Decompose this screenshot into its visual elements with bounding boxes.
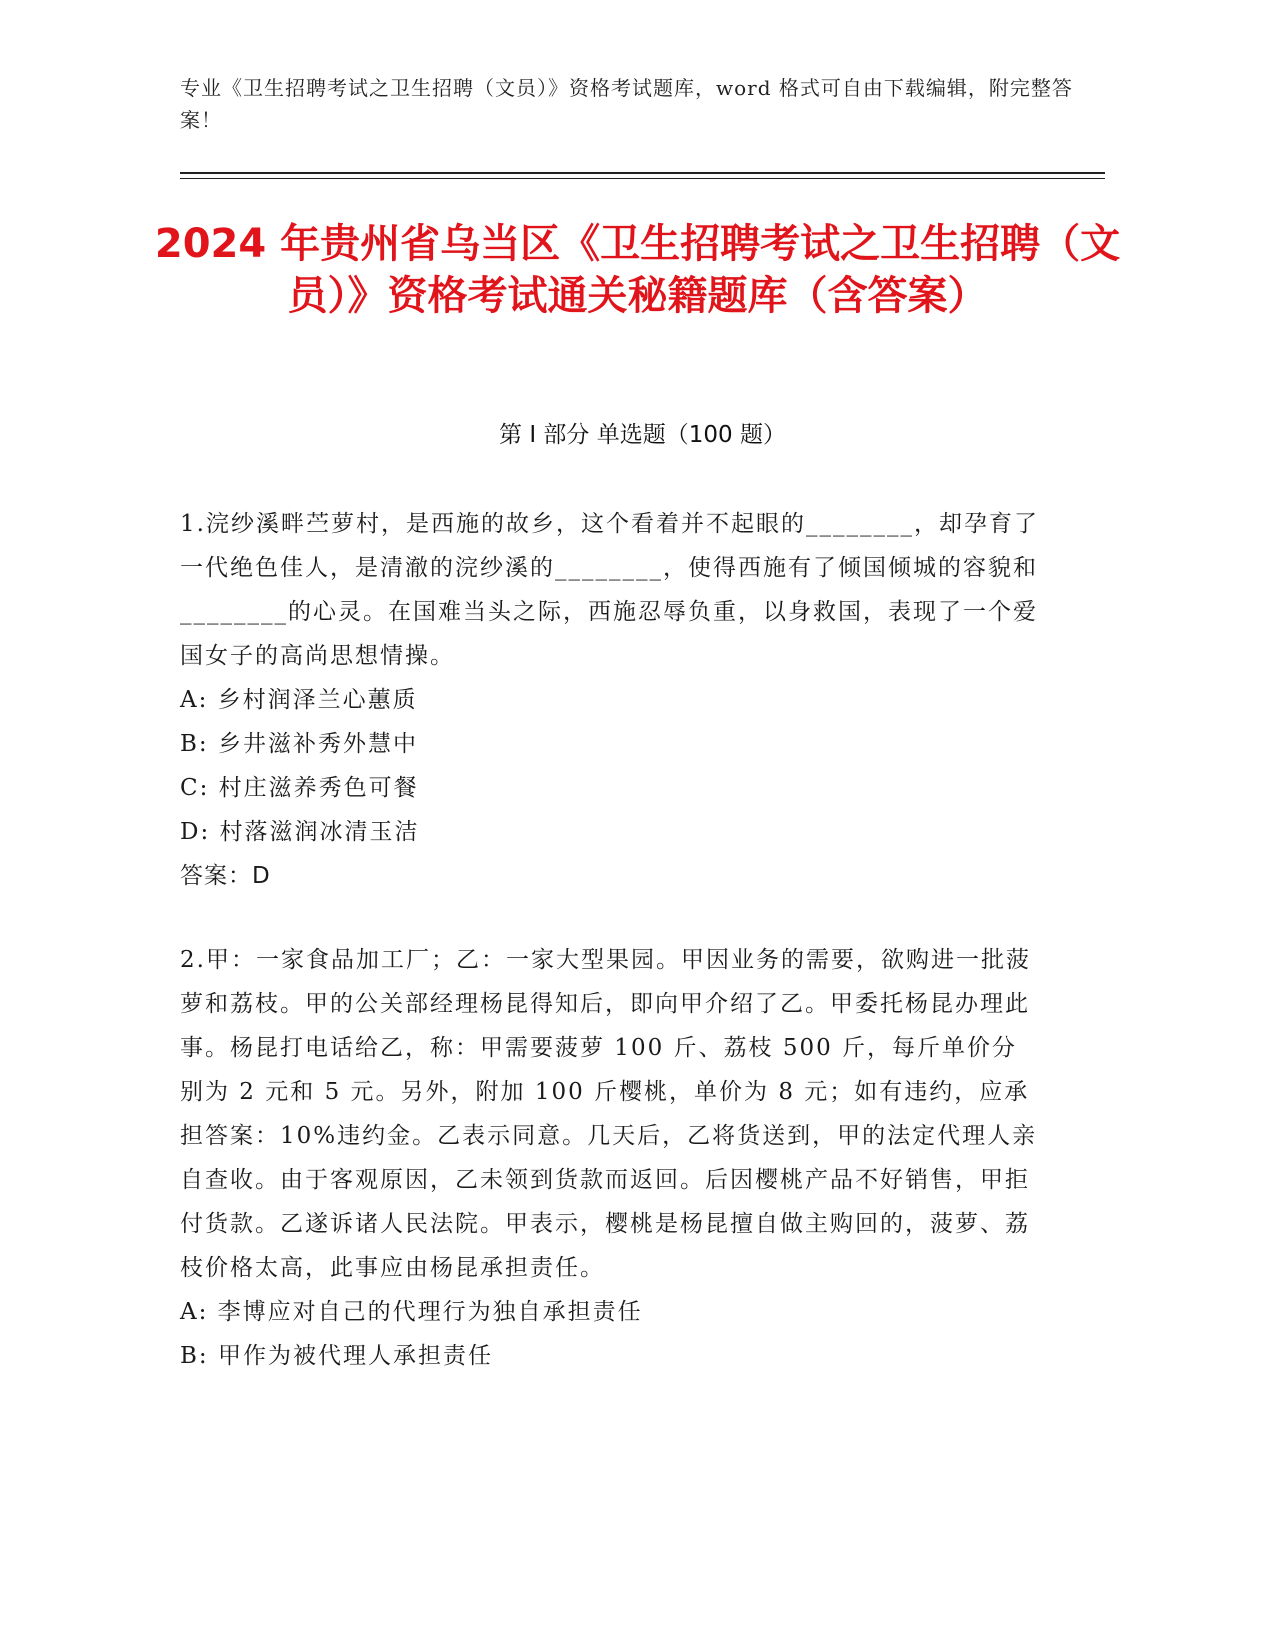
option-a: A: 李博应对自己的代理行为独自承担责任 bbox=[180, 1299, 643, 1325]
question-text: 2.甲：一家食品加工厂；乙：一家大型果园。甲因业务的需要，欲购进一批菠萝和荔枝。甲的公关部经理杨昆得知后，即向甲介绍了乙。甲委托杨昆办理此事。杨昆打电话给乙，称：甲需要菠萝 100 斤、荔枝 500 斤，每斤单价分别为 2 元和 5 元。另外，附加 100 斤樱桃，单价为 8 元；如有违约，应承担答案：10%违约金。乙表示同意。几天后，乙将货送到，甲的法定代理人亲自查收。由于客观原因，乙未领到货款而返回。后因樱桃产品不好销售，甲拒付货款。乙遂诉诸人民法院。甲表示，樱桃是杨昆擅自做主购回的，菠萝、荔枝价格太高，此事应由杨昆承担责任。 bbox=[180, 947, 1038, 1281]
section-heading: 第 I 部分 单选题（100 题） bbox=[499, 422, 786, 448]
header-divider-thick bbox=[180, 172, 1105, 174]
document-title: 2024 年贵州省乌当区《卫生招聘考试之卫生招聘（文员）》资格考试通关秘籍题库（含答案） bbox=[154, 221, 1121, 319]
answer: 答案：D bbox=[180, 863, 271, 889]
option-a: A: 乡村润泽兰心蕙质 bbox=[180, 687, 418, 713]
option-b: B: 甲作为被代理人承担责任 bbox=[180, 1343, 493, 1369]
option-c: C: 村庄滋养秀色可餐 bbox=[180, 775, 419, 801]
question-2 bbox=[180, 938, 1040, 1378]
option-b: B: 乡井滋补秀外慧中 bbox=[180, 731, 418, 757]
question-text: 1.浣纱溪畔苎萝村，是西施的故乡，这个看着并不起眼的________，却孕育了一代绝色佳人，是清澈的浣纱溪的________，使得西施有了倾国倾城的容貌和________的心灵。在国难当头之际，西施忍辱负重，以身救国，表现了一个爱国女子的高尚思想情操。 bbox=[180, 511, 1039, 669]
header-divider-thin bbox=[180, 178, 1105, 179]
header-note: 专业《卫生招聘考试之卫生招聘（文员）》资格考试题库，word 格式可自由下载编辑，附完整答案！ bbox=[180, 76, 1073, 132]
option-d: D: 村落滋润冰清玉洁 bbox=[180, 819, 420, 845]
question-1 bbox=[180, 502, 1040, 898]
